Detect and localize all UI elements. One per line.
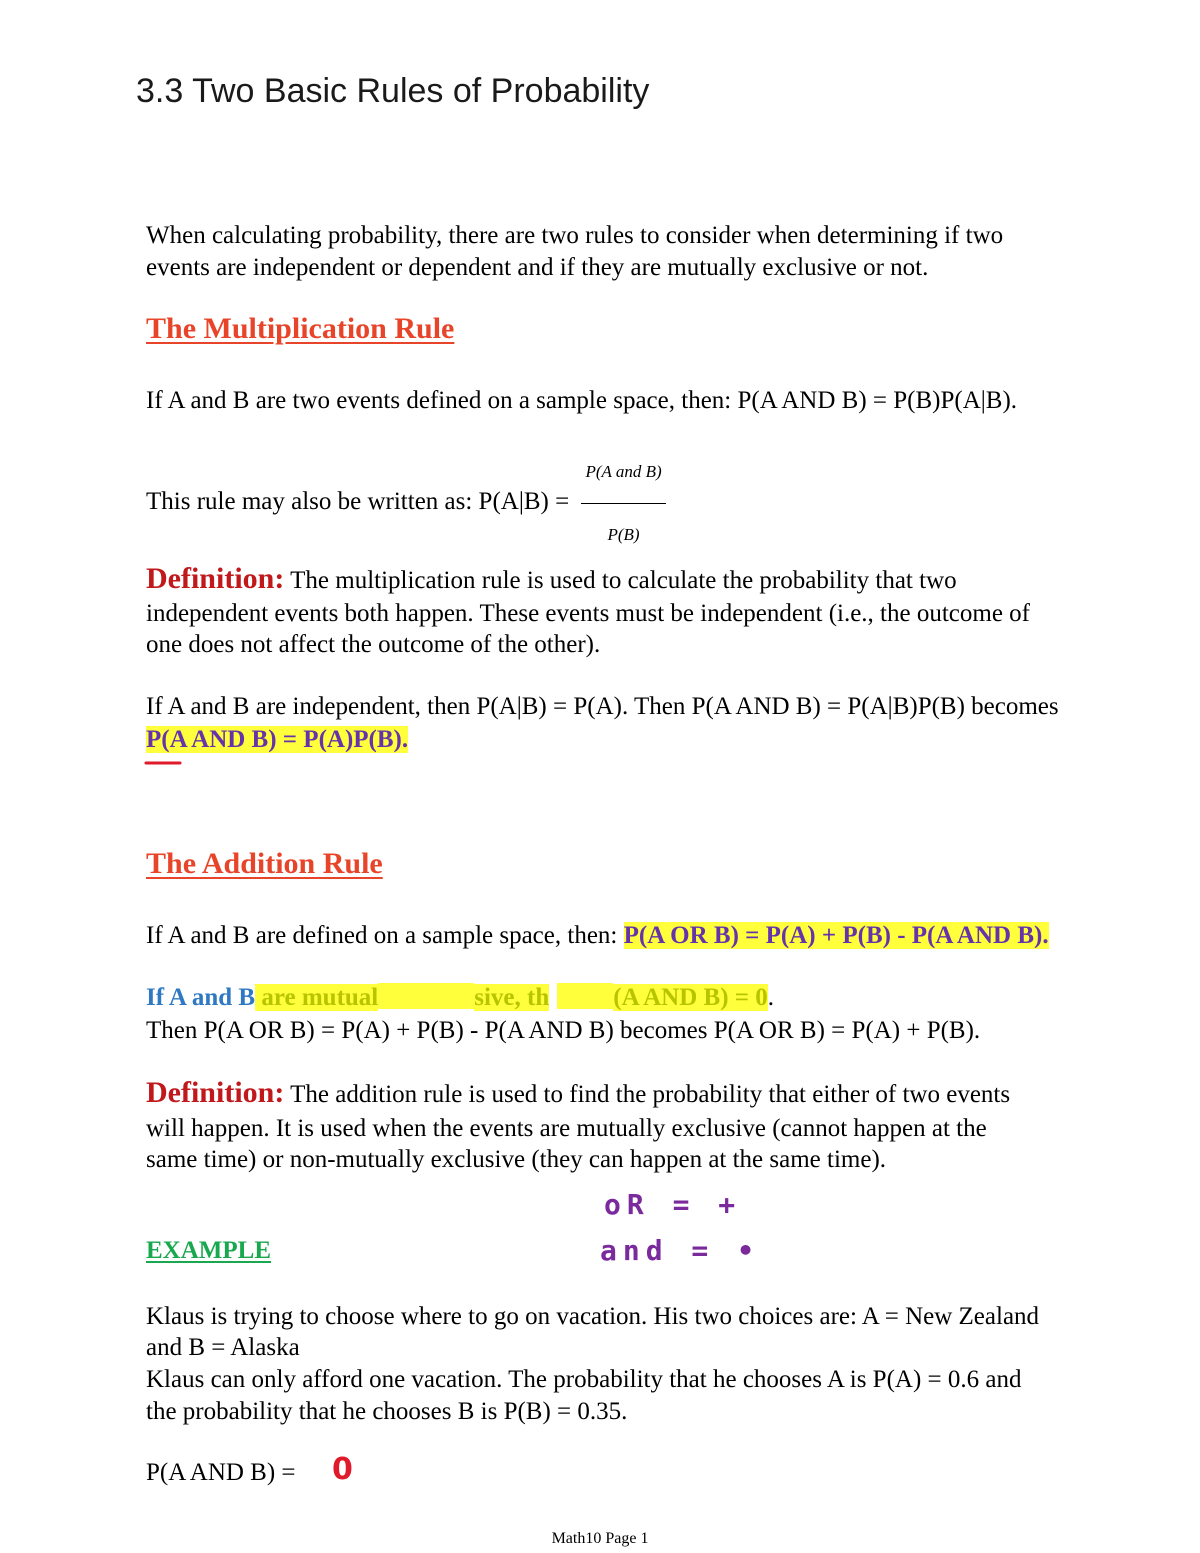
example-question: P(A AND B) = xyxy=(146,1459,296,1486)
faded-highlight-3: (A AND B) = 0 xyxy=(613,984,768,1011)
definition-text: The addition rule is used to find the probability that either of two events xyxy=(284,1081,1011,1108)
example-line-1: Klaus is trying to choose where to go on vacation. His two choices are: A = New Zealand xyxy=(146,1303,1040,1330)
addition-definition-line-2: will happen. It is used when the events are mutually exclusive (cannot happen at the xyxy=(146,1115,987,1142)
fraction-denominator: P(B) xyxy=(607,525,640,544)
page-title: 3.3 Two Basic Rules of Probability xyxy=(136,72,650,110)
page-footer: Math10 Page 1 xyxy=(551,1530,649,1547)
definition-text: The multiplication rule is used to calculate the probability that two xyxy=(284,567,957,594)
highlight-gap-1 xyxy=(378,983,474,1009)
independent-formula: P(A AND B) = P(A)P(B). xyxy=(146,726,409,753)
faded-highlight-1: are mutual xyxy=(255,984,379,1011)
multiplication-definition-line-3: one does not affect the outcome of the other). xyxy=(146,631,601,658)
addition-then-line: Then P(A OR B) = P(A) + P(B) - P(A AND B) becomes P(A OR B) = P(A) + P(B). xyxy=(146,1017,981,1044)
handwritten-or-note: oR = + xyxy=(604,1188,742,1221)
definition-label: Definition: xyxy=(146,562,285,595)
addition-definition-line-3: same time) or non-mutually exclusive (they can happen at the same time). xyxy=(146,1146,887,1173)
multiplication-definition-line-1 xyxy=(146,563,957,597)
multiplication-definition-line-2: independent events both happen. These events must be independent (i.e., the outcome of xyxy=(146,600,1031,627)
mutually-exclusive-line xyxy=(146,982,774,1014)
mutually-exclusive-blue-text: If A and B xyxy=(146,984,256,1011)
intro-line-2: events are independent or dependent and if they are mutually exclusive or not. xyxy=(146,254,929,281)
alt-rule-text: This rule may also be written as: P(A|B) = xyxy=(146,488,570,516)
definition-label: Definition: xyxy=(146,1076,285,1109)
independent-result-line xyxy=(146,724,408,756)
handwritten-and-note: and = • xyxy=(600,1234,761,1267)
handwritten-answer-zero: 0 xyxy=(332,1452,353,1487)
addition-rule-statement xyxy=(146,920,1049,952)
multiplication-rule-alt xyxy=(146,443,666,564)
mutually-exclusive-end: . xyxy=(767,984,775,1011)
addition-rule-prefix: If A and B are defined on a sample space, then: xyxy=(146,922,624,949)
addition-definition-line-1 xyxy=(146,1077,1010,1111)
example-label: EXAMPLE xyxy=(146,1237,271,1264)
red-ink-underline xyxy=(144,759,184,767)
intro-line-1: When calculating probability, there are two rules to consider when determining if two xyxy=(146,222,1004,249)
multiplication-rule-statement: If A and B are two events defined on a sample space, then: P(A AND B) = P(B)P(A|B). xyxy=(146,387,1018,414)
addition-formula: P(A OR B) = P(A) + P(B) - P(A AND B). xyxy=(623,922,1049,949)
addition-rule-heading: The Addition Rule xyxy=(146,847,383,880)
example-line-3: Klaus can only afford one vacation. The probability that he chooses A is P(A) = 0.6 and xyxy=(146,1366,1022,1393)
example-line-2: and B = Alaska xyxy=(146,1334,300,1361)
example-line-4: the probability that he chooses B is P(B) = 0.35. xyxy=(146,1398,628,1425)
independent-events-line: If A and B are independent, then P(A|B) = P(A). Then P(A AND B) = P(A|B)P(B) becomes xyxy=(146,693,1059,720)
multiplication-rule-heading: The Multiplication Rule xyxy=(146,312,455,345)
fraction-numerator: P(A and B) xyxy=(581,443,665,504)
highlight-gap-2 xyxy=(557,983,613,1009)
conditional-fraction xyxy=(581,443,665,564)
faded-highlight-2: sive, th xyxy=(474,984,550,1011)
